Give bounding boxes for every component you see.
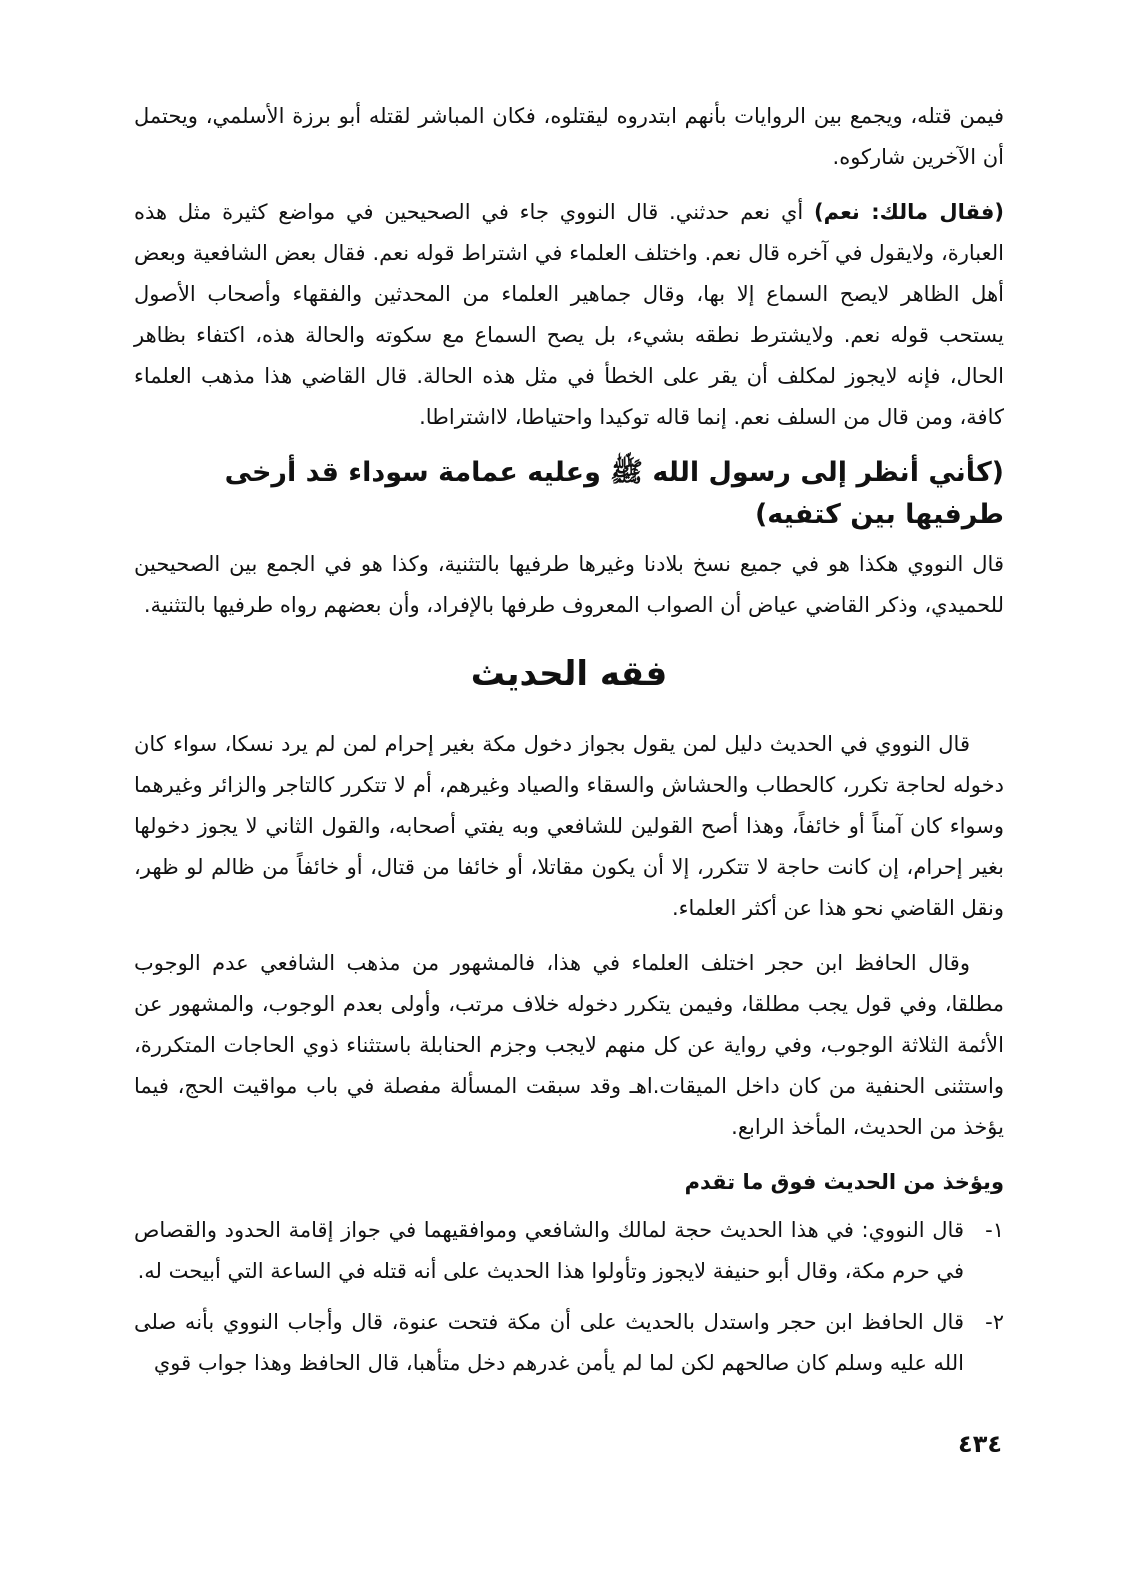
paragraph-malik-naam [134,192,1004,438]
quoted-phrase: (فقال مالك: نعم) [814,200,1004,224]
list-item [134,1210,1004,1292]
paragraph-ibn-hajar: وقال الحافظ ابن حجر اختلف العلماء في هذا، فالمشهور من مذهب الشافعي عدم الوجوب مطلقا، وفي قول يجب مطلقا، وفيمن يتكرر دخوله خلاف مرتب، وأولى بعدم الوجوب، والمشهور عن الأئمة الثلاثة الوجوب، وفي رواية عن كل منهم لايجب وجزم الحنابلة باستثناء ذوي الحاجات المتكررة، واستثنى الحنفية من كان داخل الميقات.اهـ وقد سبقت المسألة مفصلة في باب مواقيت الحج، فيما يؤخذ من الحديث، المأخذ الرابع. [134,951,1004,1139]
hadith-heading: (كأني أنظر إلى رسول الله ﷺ وعليه عمامة سوداء قد أرخى طرفيها بين كتفيه) [224,457,1004,530]
paragraph-continuation: فيمن قتله، ويجمع بين الروايات بأنهم ابتدروه ليقتلوه، فكان المباشر لقتله أبو برزة الأسلمي، ويحتمل أن الآخرين شاركوه. [134,104,1004,169]
paragraph-turban: قال النووي هكذا هو في جميع نسخ بلادنا وغيرها طرفيها بالتثنية، وكذا هو في الجمع بين الصحيحين للحميدي، وذكر القاضي عياض أن الصواب المعروف طرفها بالإفراد، وأن بعضهم رواه طرفيها بالتثنية. [134,552,1004,617]
paragraph-nawawi: قال النووي في الحديث دليل لمن يقول بجواز دخول مكة بغير إحرام لمن لم يرد نسكا، سواء كان دخوله لحاجة تكرر، كالحطاب والحشاش والسقاء والصياد وغيرهم، أم لا تتكرر كالتاجر والزائر وغيرهما وسواء كان آمناً أو خائفاً، وهذا أصح القولين للشافعي وبه يفتي أصحابه، والقول الثاني لا يجوز دخولها بغير إحرام، إن كانت حاجة لا تتكرر، إلا أن يكون مقاتلا، أو خائفا من قتال، أو خائفاً من ظالم لو ظهر، ونقل القاضي نحو هذا عن أكثر العلماء. [134,732,1004,920]
list-item [134,1302,1004,1384]
list-item-number: ١- [985,1218,1004,1242]
list-item-text: قال النووي: في هذا الحديث حجة لمالك والشافعي وموافقيهما في جواز إقامة الحدود والقصاص في حرم مكة، وقال أبو حنيفة لايجوز وتأولوا هذا الحديث على أنه قتله في الساعة التي أبيحت له. [134,1218,964,1283]
sub-title: ويؤخذ من الحديث فوق ما تقدم [684,1170,1004,1194]
paragraph-body: أي نعم حدثني. قال النووي جاء في الصحيحين في مواضع كثيرة مثل هذه العبارة، ولايقول في آخره قال نعم. واختلف العلماء في اشتراط قوله نعم. فقال بعض الشافعية وبعض أهل الظاهر لايصح السماع إلا بها، وقال جماهير العلماء من المحدثين والفقهاء وأصحاب الأصول يستحب قوله نعم. ولايشترط نطقه بشيء، بل يصح السماع مع سكوته والحالة هذه، اكتفاء بظاهر الحال، فإنه لايجوز لمكلف أن يقر على الخطأ في مثل هذه الحالة. قال القاضي هذا مذهب العلماء كافة، ومن قال من السلف نعم. إنما قاله توكيدا واحتياطا، لااشتراطا. [134,200,1004,429]
section-title: فقه الحديث [470,654,668,694]
page-number: ٤٣٤ [958,1430,1002,1458]
list-item-number: ٢- [985,1310,1004,1334]
list-item-text: قال الحافظ ابن حجر واستدل بالحديث على أن مكة فتحت عنوة، قال وأجاب النووي بأنه صلى الله عليه وسلم كان صالحهم لكن لما لم يأمن غدرهم دخل متأهبا، قال الحافظ وهذا جواب قوي [134,1310,964,1375]
